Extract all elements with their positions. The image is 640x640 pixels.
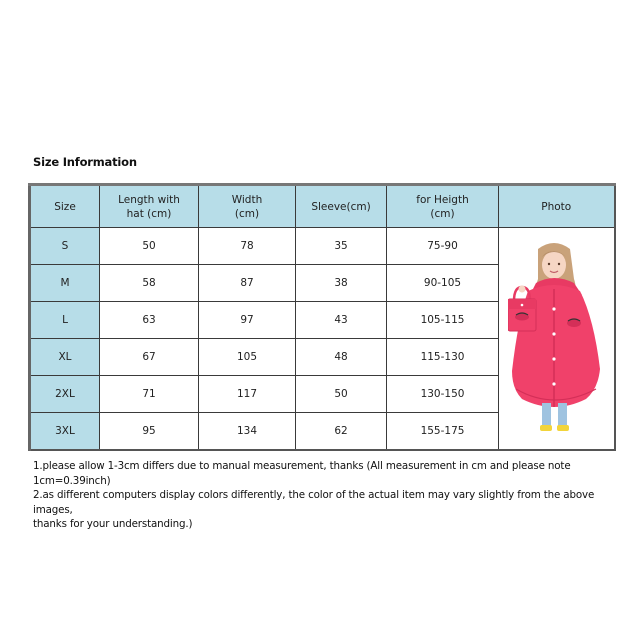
- height-cell: 155-175: [387, 413, 499, 451]
- header-sleeve: Sleeve(cm): [296, 185, 387, 228]
- note-measurement: 1.please allow 1-3cm differs due to manual measurement, thanks (All measurement in cm and please note 1cm=0.39inch): [33, 460, 571, 487]
- size-cell: L: [30, 302, 100, 339]
- sleeve-cell: 48: [296, 339, 387, 376]
- height-cell: 130-150: [387, 376, 499, 413]
- width-cell: 117: [199, 376, 296, 413]
- size-cell: M: [30, 265, 100, 302]
- note-color-cont: thanks for your understanding.): [33, 518, 193, 530]
- header-width: Width (cm): [199, 185, 296, 228]
- width-cell: 78: [199, 228, 296, 265]
- table-row: [30, 228, 615, 265]
- height-cell: 105-115: [387, 302, 499, 339]
- length-cell: 50: [100, 228, 199, 265]
- notes: [33, 459, 623, 532]
- size-cell: 3XL: [30, 413, 100, 451]
- product-photo-raincoat-girl: [508, 239, 604, 439]
- height-cell: 90-105: [387, 265, 499, 302]
- size-cell: 2XL: [30, 376, 100, 413]
- table-header-row: [30, 185, 615, 228]
- sleeve-cell: 62: [296, 413, 387, 451]
- sleeve-cell: 35: [296, 228, 387, 265]
- page-title: Size Information: [33, 155, 137, 169]
- size-cell: XL: [30, 339, 100, 376]
- sleeve-cell: 50: [296, 376, 387, 413]
- size-cell: S: [30, 228, 100, 265]
- height-cell: 115-130: [387, 339, 499, 376]
- header-length: Length with hat (cm): [100, 185, 199, 228]
- header-size: Size: [30, 185, 100, 228]
- note-color: 2.as different computers display colors differently, the color of the actual item may vary slightly from the above images,: [33, 489, 595, 516]
- length-cell: 71: [100, 376, 199, 413]
- length-cell: 58: [100, 265, 199, 302]
- header-photo: Photo: [499, 185, 615, 228]
- sleeve-cell: 38: [296, 265, 387, 302]
- width-cell: 87: [199, 265, 296, 302]
- height-cell: 75-90: [387, 228, 499, 265]
- width-cell: 134: [199, 413, 296, 451]
- length-cell: 63: [100, 302, 199, 339]
- length-cell: 67: [100, 339, 199, 376]
- size-table: [28, 183, 616, 451]
- length-cell: 95: [100, 413, 199, 451]
- photo-cell: [499, 228, 615, 451]
- width-cell: 97: [199, 302, 296, 339]
- sleeve-cell: 43: [296, 302, 387, 339]
- header-height: for Heigth (cm): [387, 185, 499, 228]
- width-cell: 105: [199, 339, 296, 376]
